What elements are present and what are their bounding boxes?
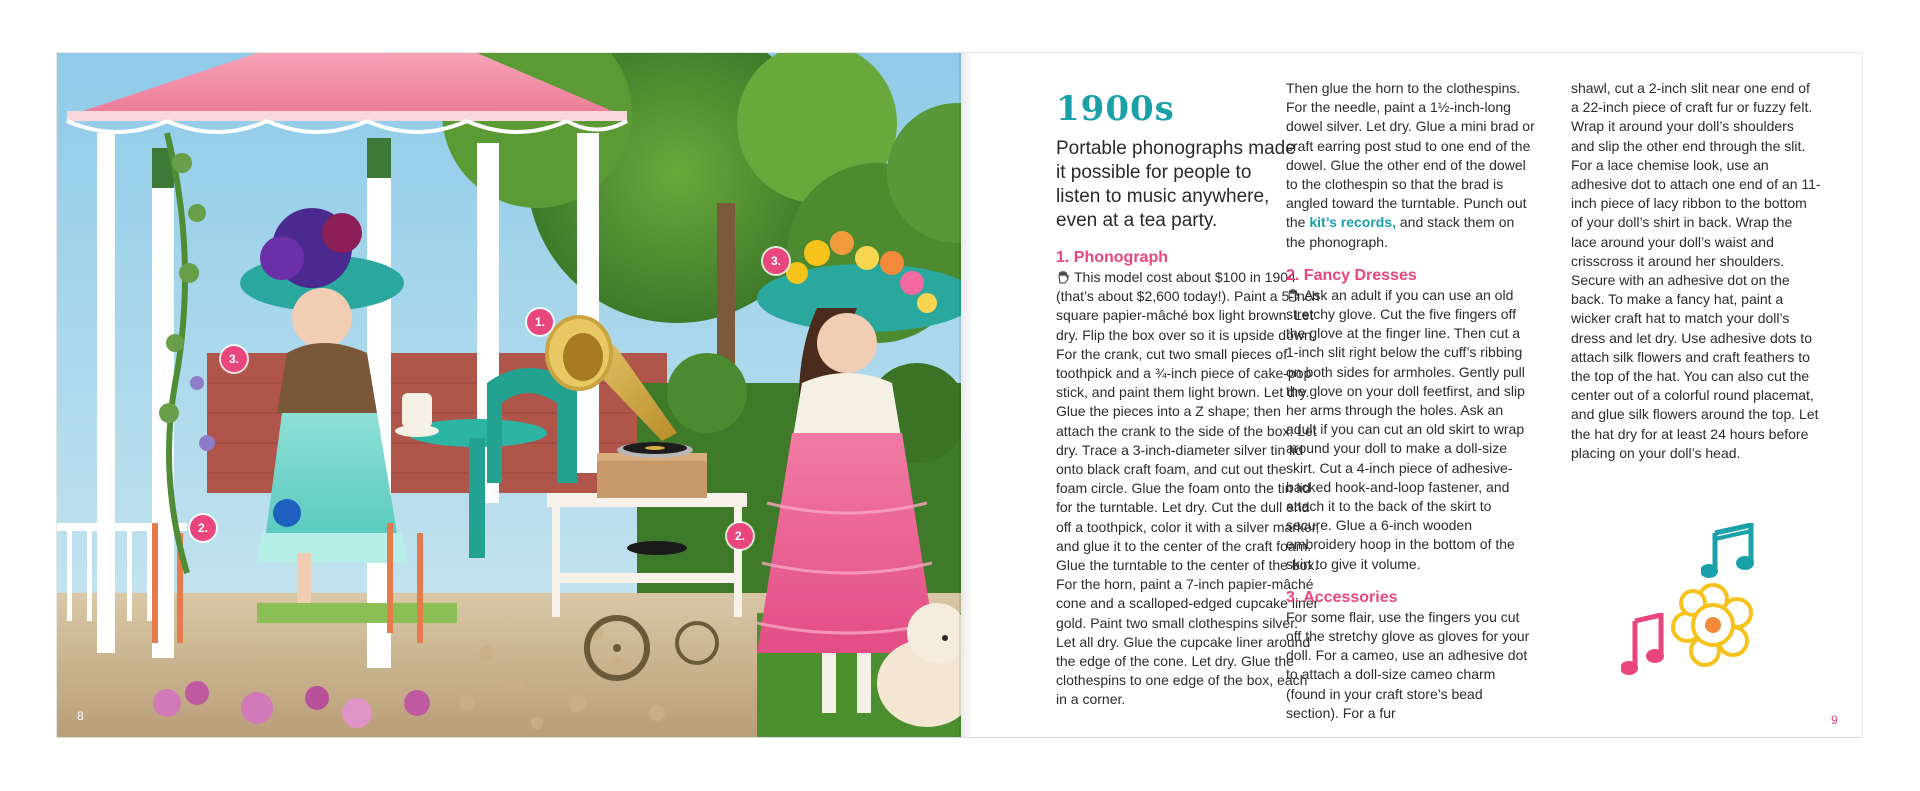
hand-icon — [1056, 269, 1071, 284]
intro-text: Portable phonographs made it possible for people to listen to music anywhere, even at a tea party. — [1056, 138, 1296, 231]
phonograph-continued — [1286, 79, 1536, 252]
left-page-number: 8 — [77, 709, 84, 723]
phonograph-text-part2-before: Then glue the horn to the clothespins. For the needle, paint a 1½-inch-long dowel silver. Let dry. Glue a mini brad or craft earring post stud to one end of the dowel. Glue the other end of the dowel to the clothespin so that the brad is angled toward the turntable. Punch out the — [1286, 80, 1535, 231]
book-spread — [57, 53, 1862, 737]
callout-dress-left: 2. — [190, 515, 216, 541]
phonograph-text-part1: This model cost about $100 in 1904 (that’s about $2,600 today!). Paint a 5-inch square papier-mâché box light brown. Let dry. Flip the box over so it is upside down. For the crank, cut two small pieces of toothpick and a ¾-inch piece of cake-pop stick, and paint them light brown. Let dry. Glue the pieces into a Z shape; then attach the crank to the side of the box. Let dry. Trace a 3-inch-diameter silver tin lid onto black craft foam, and cut out the foam circle. Glue the foam onto the tin lid for the turntable. Let dry. Cut the dull end off a toothpick, color it with a silver marker, and glue it to the center of the craft foam. Glue the turntable to the center of the box. For the horn, paint a 7-inch papier-mâché cone and a scalloped-edged cupcake liner gold. Paint two small clothespins silver. Let all dry. Glue the cupcake liner around the edge of the cone. Let dry. Glue the clothespins to one edge of the box, each in a corner. — [1056, 269, 1320, 708]
fancy-dresses-text: Ask an adult if you can use an old stretchy glove. Cut the five fingers off the glove at the finger line. Then cut a 1-inch slit right below the cuff’s ribbing on both sides for armholes. Gently pull the glove on your doll feetfirst, and slip her arms through the holes. Ask an adult if you can cut an old skirt to wrap around your doll to make a doll-size skirt. Cut a 4-inch piece of adhesive-backed hook-and-loop fastener, and attach it to the back of the skirt to secure. Glue a 6-inch wooden embroidery hoop in the bottom of the skirt to give it volume. — [1286, 286, 1525, 572]
column-3 — [1571, 79, 1821, 463]
music-note-teal-icon — [1701, 523, 1761, 588]
section-heading-accessories: 3. Accessories — [1286, 588, 1398, 606]
era-title: 1900s — [1056, 89, 1175, 129]
callout-accessories-left: 3. — [221, 346, 247, 372]
section-text-phonograph — [1056, 268, 1321, 710]
section-heading-phonograph: 1. Phonograph — [1056, 249, 1168, 266]
section-text-fancy-dresses — [1286, 286, 1536, 574]
column-2 — [1286, 79, 1536, 723]
hand-icon — [1286, 287, 1301, 302]
music-note-pink-icon — [1621, 613, 1671, 688]
column-1 — [1056, 248, 1321, 710]
callout-phonograph-left: 1. — [527, 309, 553, 335]
accessories-text-part1: For some flair, use the fingers you cut off the stretchy glove as gloves for your doll. For a cameo, use an adhesive dot to attach a doll-size cameo charm (found in your craft store’s bead section). For a fur — [1286, 608, 1530, 721]
kits-records-link[interactable]: kit’s records, — [1309, 214, 1396, 231]
section-heading-fancy-dresses: 2. Fancy Dresses — [1286, 266, 1417, 284]
callout-dress-right: 2. — [727, 523, 753, 549]
gazebo-photo — [57, 53, 961, 737]
callout-accessories-right: 3. — [763, 248, 789, 274]
flower-icon — [1671, 583, 1755, 672]
phonograph-text-part2-after: and stack them on the phonograph. — [1286, 214, 1515, 250]
right-page-number: 9 — [1831, 713, 1838, 727]
text-page — [961, 53, 1862, 737]
accessories-text-part2: shawl, cut a 2-inch slit near one end of a 22-inch piece of craft fur or fuzzy felt. Wrap it around your doll’s shoulders and slip the other end through the slit. For a lace chemise look, use an adhesive dot to attach one end of an 11-inch piece of lacy ribbon to the bottom of your doll’s shirt in back. Wrap the lace around your doll’s waist and crisscross it around her shoulders. Secure with an adhesive dot on the back. To make a fancy hat, paint a wicker craft hat to match your doll’s dress and let dry. Use adhesive dots to attach silk flowers and craft feathers to the top of the hat. You can also cut the center out of a colorful round placemat, and glue silk flowers around the top. Let the hat dry for at least 24 hours before placing on your doll’s head. — [1571, 80, 1821, 461]
